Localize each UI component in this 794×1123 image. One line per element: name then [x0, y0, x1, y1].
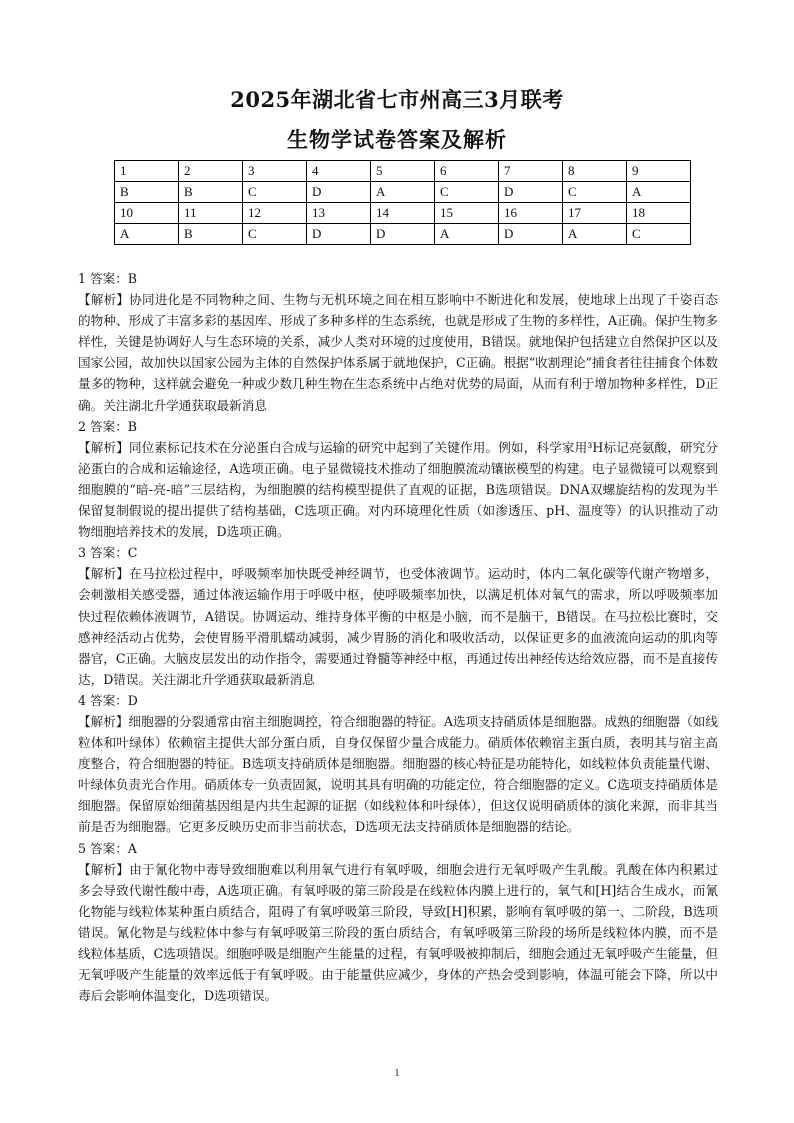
answer-table — [114, 160, 691, 245]
explanation-label: 【解析】 — [78, 439, 129, 455]
explanation-paragraph — [78, 859, 718, 1007]
explanation-text: 细胞器的分裂通常由宿主细胞调控，符合细胞器的特征。A选项支持硝质体是细胞器。成熟的细胞器（如线粒体和叶绿体）依赖宿主提供大部分蛋白质，自身仅保留少量合成能力。硝质体依赖宿主蛋白质，表明其与宿主高度整合，符合细胞器的特征。B选项支持硝质体是细胞器。细胞器的核心特征是功能特化，如线粒体负责能量代谢、叶绿体负责光合作用。硝质体专一负责固氮，说明其具有明确的功能定位，符合细胞器的定义。C选项支持硝质体是细胞器。保留原始细菌基因组是内共生起源的证据（如线粒体和叶绿体），但这仅说明硝质体的演化来源，而非其当前是否为细胞器。它更多反映历史而非当前状态，D选项无法支持硝质体是细胞器的结论。 — [78, 713, 718, 835]
answer-row — [115, 224, 691, 245]
explanation-label: 【解析】 — [78, 861, 130, 877]
question-number-cell: 12 — [243, 203, 307, 224]
answer-cell: D — [499, 224, 563, 245]
answer-cell: B — [179, 182, 243, 203]
answer-cell: D — [307, 182, 371, 203]
answer-cell: D — [499, 182, 563, 203]
answer-cell: A — [627, 182, 691, 203]
question-number-row — [115, 203, 691, 224]
question-number-cell: 7 — [499, 161, 563, 182]
explanation-text: 在马拉松过程中，呼吸频率加快既受神经调节，也受体液调节。运动时，体内二氧化碳等代谢产物增多，会刺激相关感受器，通过体液运输作用于呼吸中枢，使呼吸频率加快，以满足机体对氧气的需求，所以呼吸频率加快过程依赖体液调节，A错误。协调运动、维持身体平衡的中枢是小脑，而不是脑干，B错误。在马拉松比赛时，交感神经活动占优势，会使胃肠平滑肌蠕动减弱，减少胃肠的消化和吸收活动，以保证更多的血液流向运动的肌肉等器官，C正确。大脑皮层发出的动作指令，需要通过脊髓等神经中枢，再通过传出神经传达给效应器，而不是直接传达，D错误。关注湖北升学通获取最新消息 — [78, 566, 719, 687]
explanation-label: 【解析】 — [78, 566, 130, 582]
explanations-section — [78, 268, 718, 1006]
question-number-cell: 11 — [179, 203, 243, 224]
page-number: 1 — [394, 1068, 400, 1079]
question-explanation — [78, 690, 718, 838]
answer-cell: A — [115, 224, 179, 245]
answer-cell: D — [371, 224, 435, 245]
question-number-cell: 4 — [307, 161, 371, 182]
answer-cell: C — [627, 224, 691, 245]
question-number-cell: 14 — [371, 203, 435, 224]
question-number-cell: 9 — [627, 161, 691, 182]
explanation-paragraph — [78, 563, 718, 690]
question-number-row — [115, 161, 691, 182]
question-explanation — [78, 838, 718, 1007]
answer-row — [115, 182, 691, 203]
explanation-label: 【解析】 — [78, 292, 130, 308]
explanation-text: 由于氰化物中毒导致细胞难以利用氧气进行有氧呼吸，细胞会进行无氧呼吸产生乳酸。乳酸在体内积累过多会导致代谢性酸中毒，A选项正确。有氧呼吸的第三阶段是在线粒体内膜上进行的，氧气和[H]结合生成水，而氰化物能与线粒体某种蛋白质结合，阻碍了有氧呼吸第三阶段，导致[H]积累，影响有氧呼吸的第一、二阶段，B选项错误。氰化物是与线粒体中参与有氧呼吸第三阶段的蛋白质结合，有氧呼吸第三阶段的场所是线粒体内膜，而不是线粒体基质，C选项错误。细胞呼吸是细胞产生能量的过程，有氧呼吸被抑制后，细胞会通过无氧呼吸产生能量，但无氧呼吸产生能量的效率远低于有氧呼吸。由于能量供应减少，身体的产热会受到影响，体温可能会下降，所以中毒后会影响体温变化，D选项错误。 — [78, 861, 719, 1004]
explanation-text: 协同进化是不同物种之间、生物与无机环境之间在相互影响中不断进化和发展，使地球上出现了千姿百态的物种、形成了丰富多彩的基因库、形成了多种多样的生态系统，也就是形成了生物的多样性，A正确。保护生物多样性，关键是协调好人与生态环境的关系，减少人类对环境的过度使用，B错误。就地保护包括建立自然保护区以及国家公园，故加快以国家公园为主体的自然保护体系属于就地保护，C正确。根据“收割理论”捕食者往往捕食个体数量多的物种，这样就会避免一种或少数几种生物在生态系统中占绝对优势的局面，从而有利于增加物种多样性，D正确。关注湖北升学通获取最新消息 — [78, 292, 719, 413]
page-title: 2025年湖北省七市州高三3月联考 — [230, 87, 564, 112]
question-number-cell: 16 — [499, 203, 563, 224]
question-number-cell: 15 — [435, 203, 499, 224]
answer-line: 1 答案：B — [78, 271, 138, 286]
question-number-cell: 13 — [307, 203, 371, 224]
question-explanation — [78, 542, 718, 690]
page-subtitle: 生物学试卷答案及解析 — [287, 127, 507, 152]
answer-cell: D — [307, 224, 371, 245]
answer-cell: C — [435, 182, 499, 203]
answer-cell: C — [243, 224, 307, 245]
question-number-cell: 18 — [627, 203, 691, 224]
answer-line: 5 答案：A — [78, 840, 137, 856]
answer-cell: C — [243, 182, 307, 203]
question-number-cell: 10 — [115, 203, 179, 224]
question-number-cell: 3 — [243, 161, 307, 182]
explanation-text: 同位素标记技术在分泌蛋白合成与运输的研究中起到了关键作用。例如，科学家用³H标记亮氨酸，研究分泌蛋白的合成和运输途径，A选项正确。电子显微镜技术推动了细胞膜流动镶嵌模型的构建。电子显微镜可以观察到细胞膜的“暗-亮-暗”三层结构，为细胞膜的结构模型提供了直观的证据，B选项错误。DNA双螺旋结构的发现为半保留复制假说的提出提供了结构基础，C选项正确。对内环境理化性质（如渗透压、pH、温度等）的认识推动了动物细胞培养技术的发展，D选项正确。 — [78, 439, 719, 540]
explanation-paragraph — [78, 437, 718, 542]
explanation-paragraph — [78, 289, 718, 416]
question-number-cell: 6 — [435, 161, 499, 182]
answer-line: 3 答案：C — [78, 545, 138, 561]
answer-line: 2 答案：B — [78, 418, 138, 434]
question-explanation — [78, 268, 718, 416]
question-number-cell: 8 — [563, 161, 627, 182]
answer-cell: B — [179, 224, 243, 245]
answer-cell: A — [563, 224, 627, 245]
answer-cell: A — [371, 182, 435, 203]
question-number-cell: 1 — [115, 161, 179, 182]
answer-cell: B — [115, 182, 179, 203]
explanation-label: 【解析】 — [78, 713, 129, 729]
answer-cell: A — [435, 224, 499, 245]
question-number-cell: 2 — [179, 161, 243, 182]
answer-line: 4 答案：D — [78, 692, 138, 708]
question-number-cell: 5 — [371, 161, 435, 182]
question-explanation — [78, 416, 718, 543]
answer-cell: C — [563, 182, 627, 203]
question-number-cell: 17 — [563, 203, 627, 224]
explanation-paragraph — [78, 711, 718, 838]
